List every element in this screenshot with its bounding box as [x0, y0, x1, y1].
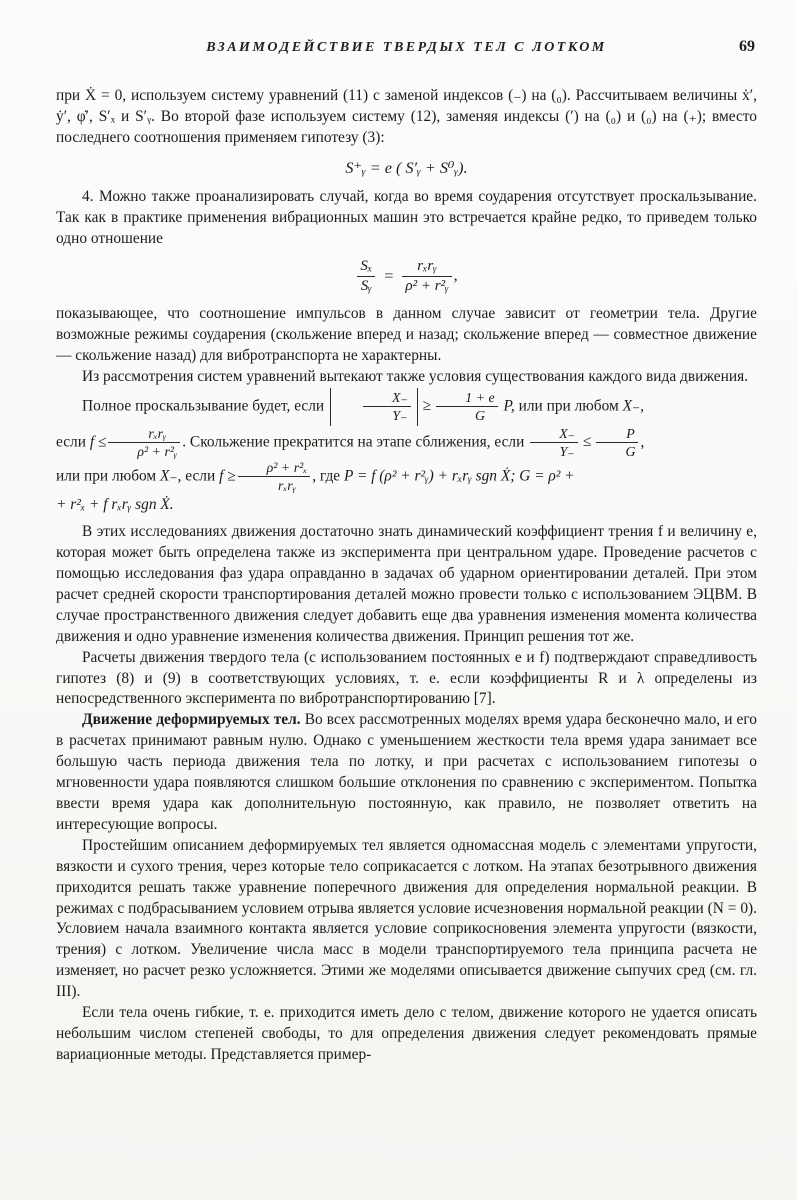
paragraph-no-slip-case: 4. Можно также проанализировать случай, когда во время соударения отсутствует проскальзывание. Так как в практике применения вибрационных машин это встречается крайне редко, то приведем только одно отношение — [56, 187, 757, 247]
text-segment: или при любом — [56, 467, 161, 485]
denominator: Y₋ — [530, 442, 578, 460]
text-segment: , — [640, 433, 645, 451]
fraction-rxry — [108, 426, 180, 460]
denominator: G — [436, 406, 497, 424]
text-segment: если — [56, 433, 90, 451]
math-segment: X₋, — [160, 467, 182, 485]
paragraph-existence-conditions: Из рассмотрения систем уравнений вытекают также условия существования каждого вида движения. — [82, 367, 749, 385]
paragraph-deformable-bodies — [56, 710, 757, 835]
formula-hypothesis-3 — [56, 158, 757, 178]
math-segment: X₋, — [622, 397, 645, 415]
geq-sign: ≥ — [422, 397, 432, 415]
formula-impulse-ratio — [56, 258, 757, 295]
paragraph-phase-calculation: при Ẋ = 0, используем систему уравнений (11) с заменой индексов (₋) на (₀). Рассчитываем величины ẋ′, ẏ′, φ̇′, S′ₓ и S′ᵧ. Во второй фазе используем систему (12), заменяя индексы (′) на (₀) и (₀) на (₊); вместо последнего соотношения применяем гипотезу (3): — [56, 87, 757, 146]
fraction-rho-rx — [238, 460, 311, 494]
paragraph-single-mass-model: Простейшим описанием деформируемых тел является одномассная модель с элементами упругости, вязкости и сухого трения, через которые тело соприкасается с лотком. На этапах безотрывного движения приходится решать также уравнение поперечного движения для определения нормальной реакции. В режимах с подбрасыванием условием отрыва является условие исчезновения нормальной реакции (N = 0). Условием начала взаимного контакта является условие соприкосновения элемента упругости (вязкости, трения) с лотком. Увеличение числа масс в модели транспортируемого тела принципа расчета не изменяет, но расчет резко усложняется. Этими же моделями описывается движение сыпучих сред (см. гл. III). — [56, 836, 757, 1001]
math-segment: f ≥ — [219, 467, 236, 485]
text-segment: . Скольжение прекратится на этапе сближения, если — [182, 433, 529, 451]
page-number: 69 — [739, 38, 755, 55]
paragraph-flexible-bodies: Если тела очень гибкие, т. е. приходится иметь дело с телом, движение которого не удается описать небольшим числом степеней свободы, то для определения движения следует рекомендовать прямые вариационные методы. Представляется пример- — [56, 1004, 757, 1063]
math-segment: P = f (ρ² + r²ᵧ) + rₓrᵧ sgn Ẋ; G = ρ² + — [343, 467, 575, 485]
numerator: X₋ — [392, 389, 408, 405]
paragraph-dynamic-friction: В этих исследованиях движения достаточно знать динамический коэффициент трения f и величину e, которая может быть определена также из эксперимента при центральном ударе. Проведение расчетов с помощью исследования фаз удара оправданно в задачах об ударном ориентировании деталей. При этом расчет средней скорости транспортирования деталей можно провести только с использованием ЭЦВМ. В случае пространственного движения следует добавить еще два уравнения изменения момента количества движения и одно уравнение изменения количества движения. Принцип решения тот же. — [56, 523, 757, 645]
fraction-rhs — [402, 258, 451, 295]
numerator: rₓrᵧ — [417, 258, 437, 275]
leq-sign: ≤ — [582, 433, 592, 451]
math-segment: f ≤ — [89, 433, 107, 451]
denominator: Y₋ — [363, 406, 411, 424]
numerator: P — [626, 425, 635, 441]
numerator: 1 + e — [465, 389, 495, 405]
numerator: Sₓ — [360, 258, 373, 275]
math-segment: + r²ₓ + f rₓrᵧ sgn Ẋ. — [56, 495, 174, 513]
paragraph-full-slip-conditions — [56, 388, 757, 516]
text-segment: Полное проскальзывание будет, если — [82, 397, 329, 415]
denominator: Sᵧ — [357, 276, 375, 295]
paragraph-impulse-geometry: показывающее, что соотношение импульсов в данном случае зависит от геометрии тела. Другие возможные режимы соударения (скольжение вперед и назад; скольжение вперед — совместное движение — скольжение назад) для вибротранспорта не характерны. — [56, 305, 757, 364]
abs-value-group — [330, 388, 418, 426]
fraction-x-y2 — [530, 426, 578, 460]
paragraph-rest: Во всех рассмотренных моделях время удара бесконечно мало, и его в расчетах принимают равным нулю. Однако с уменьшением жесткости тела время удара занимает все большую часть периода движения тела по лотку, и при расчетах с использованием гипотезы о мгновенности удара появляются слишком большие отклонения по сравнению с экспериментом. Попытка ввести время удара как дополнительную постоянную, как правило, не позволяет ответить на интересующие вопросы. — [56, 711, 757, 833]
formula-comma: , — [453, 266, 458, 285]
numerator: ρ² + r²ₓ — [266, 459, 308, 475]
text-segment: , где — [312, 467, 344, 485]
fraction-x-y — [363, 390, 411, 424]
running-title: ВЗАИМОДЕЙСТВИЕ ТВЕРДЫХ ТЕЛ С ЛОТКОМ — [206, 40, 607, 55]
denominator: G — [596, 442, 638, 460]
paragraph-lead-bold: Движение деформируемых тел. — [82, 711, 301, 729]
numerator: rₓrᵧ — [148, 425, 167, 441]
text-segment: если — [181, 467, 220, 485]
numerator: X₋ — [559, 425, 575, 441]
paragraph-rigid-body-calcs: Расчеты движения твердого тела (с использованием постоянных e и f) подтверждают справедливость гипотез (8) и (9) в соответствующих условиях, т. е. если коэффициенты R и λ определены из непосредственного эксперимента по вибротранспортированию [7]. — [56, 648, 757, 708]
text-segment: или при любом — [514, 397, 623, 415]
denominator: rₓrᵧ — [238, 476, 311, 494]
math-segment: P, — [499, 397, 515, 415]
page-header — [56, 40, 757, 62]
fraction-P-G — [596, 426, 638, 460]
denominator: ρ² + r²ᵧ — [108, 442, 180, 460]
fraction-lhs — [357, 258, 375, 295]
equals-sign: = — [384, 266, 394, 285]
formula-hypothesis-3-expression: S⁺ᵧ = e ( S′ᵧ + S⁰ᵧ). — [345, 158, 468, 177]
denominator: ρ² + r²ᵧ — [402, 276, 451, 295]
fraction-1pe-G — [436, 390, 497, 424]
